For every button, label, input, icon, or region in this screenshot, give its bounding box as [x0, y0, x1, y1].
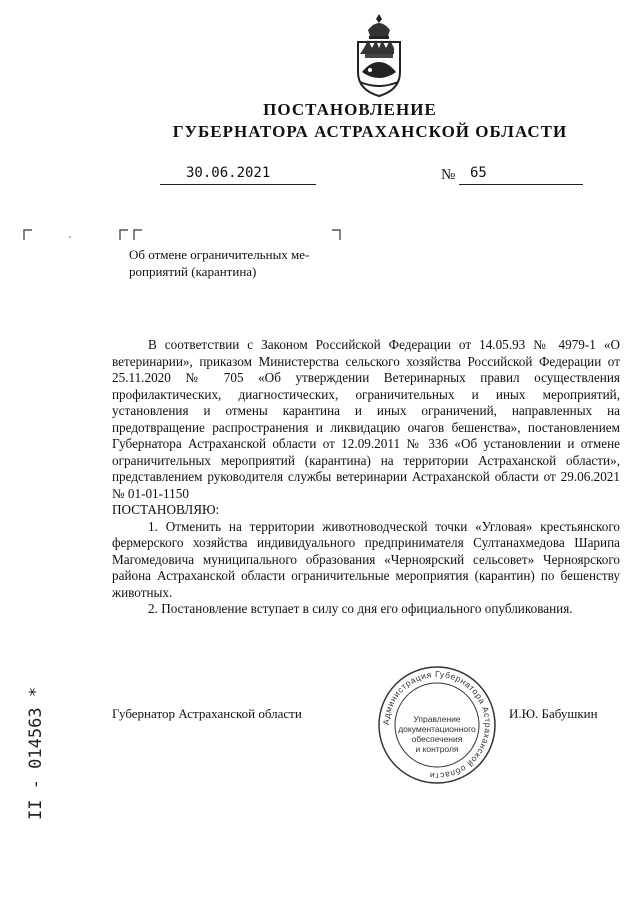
stamp-center-line-2: документационного	[398, 724, 476, 734]
document-type-title: ПОСТАНОВЛЕНИЕ	[263, 100, 437, 119]
document-number: 65	[470, 165, 487, 181]
stamp-ring-text: Администрация Губернатора Астраханской области	[380, 668, 494, 782]
subject-corner-marks	[22, 228, 352, 248]
registration-number: II - 014563 *	[26, 686, 46, 820]
signatory-position: Губернатор Астраханской области	[112, 706, 302, 721]
issuer-title: ГУБЕРНАТОРА АСТРАХАНСКОЙ ОБЛАСТИ	[172, 122, 568, 141]
stamp-center-line-1: Управление	[413, 714, 461, 724]
resolve-heading: ПОСТАНОВЛЯЮ:	[112, 502, 220, 517]
coat-of-arms-emblem	[354, 12, 404, 98]
subject-line-1: Об отмене ограничительных ме-	[129, 247, 310, 262]
item-2-paragraph: 2. Постановление вступает в силу со дня его официального опубликования.	[148, 601, 573, 616]
document-subject	[129, 246, 349, 280]
document-date: 30.06.2021	[186, 165, 271, 181]
stamp-center-line-3: обеспечения	[411, 734, 463, 744]
item-1-paragraph: 1. Отменить на территории животноводческой точки «Угловая» крестьянского фермерского хозяйства индивидуального предпринимателя Султанахмедова Шарипа Магомедовича муниципального образования «Черноярский сельсовет» Черноярского района Астраханской области ограничительные мероприятия (карантин) по бешенству животных.	[112, 518, 620, 600]
stamp-center-text	[396, 714, 478, 754]
preamble-paragraph: В соответствии с Законом Российской Федерации от 14.05.93 № 4979-1 «О ветеринарии», приказом Министерства сельского хозяйства Российской Федерации от 25.11.2020 № 705 «Об утверждении Ветеринарных правил осуществления профилактических, диагностических, ограничительных и иных мероприятий, установления и отмены карантина и иных ограничений, направленных на предотвращение распространения и ликвидацию очагов бешенства», постановлением Губернатора Астраханской области от 12.09.2011 № 336 «Об установлении и отмене ограничительных мероприятий (карантина) на территории Астраханской области», представлением руководителя службы ветеринарии Астраханской области от 29.06.2021 № 01-01-1150	[112, 337, 620, 501]
subject-line-2: роприятий (карантина)	[129, 264, 257, 279]
stamp-center-line-4: и контроля	[415, 744, 459, 754]
signatory-name: И.Ю. Бабушкин	[509, 706, 598, 721]
document-body	[112, 337, 620, 618]
number-label: №	[441, 167, 456, 183]
